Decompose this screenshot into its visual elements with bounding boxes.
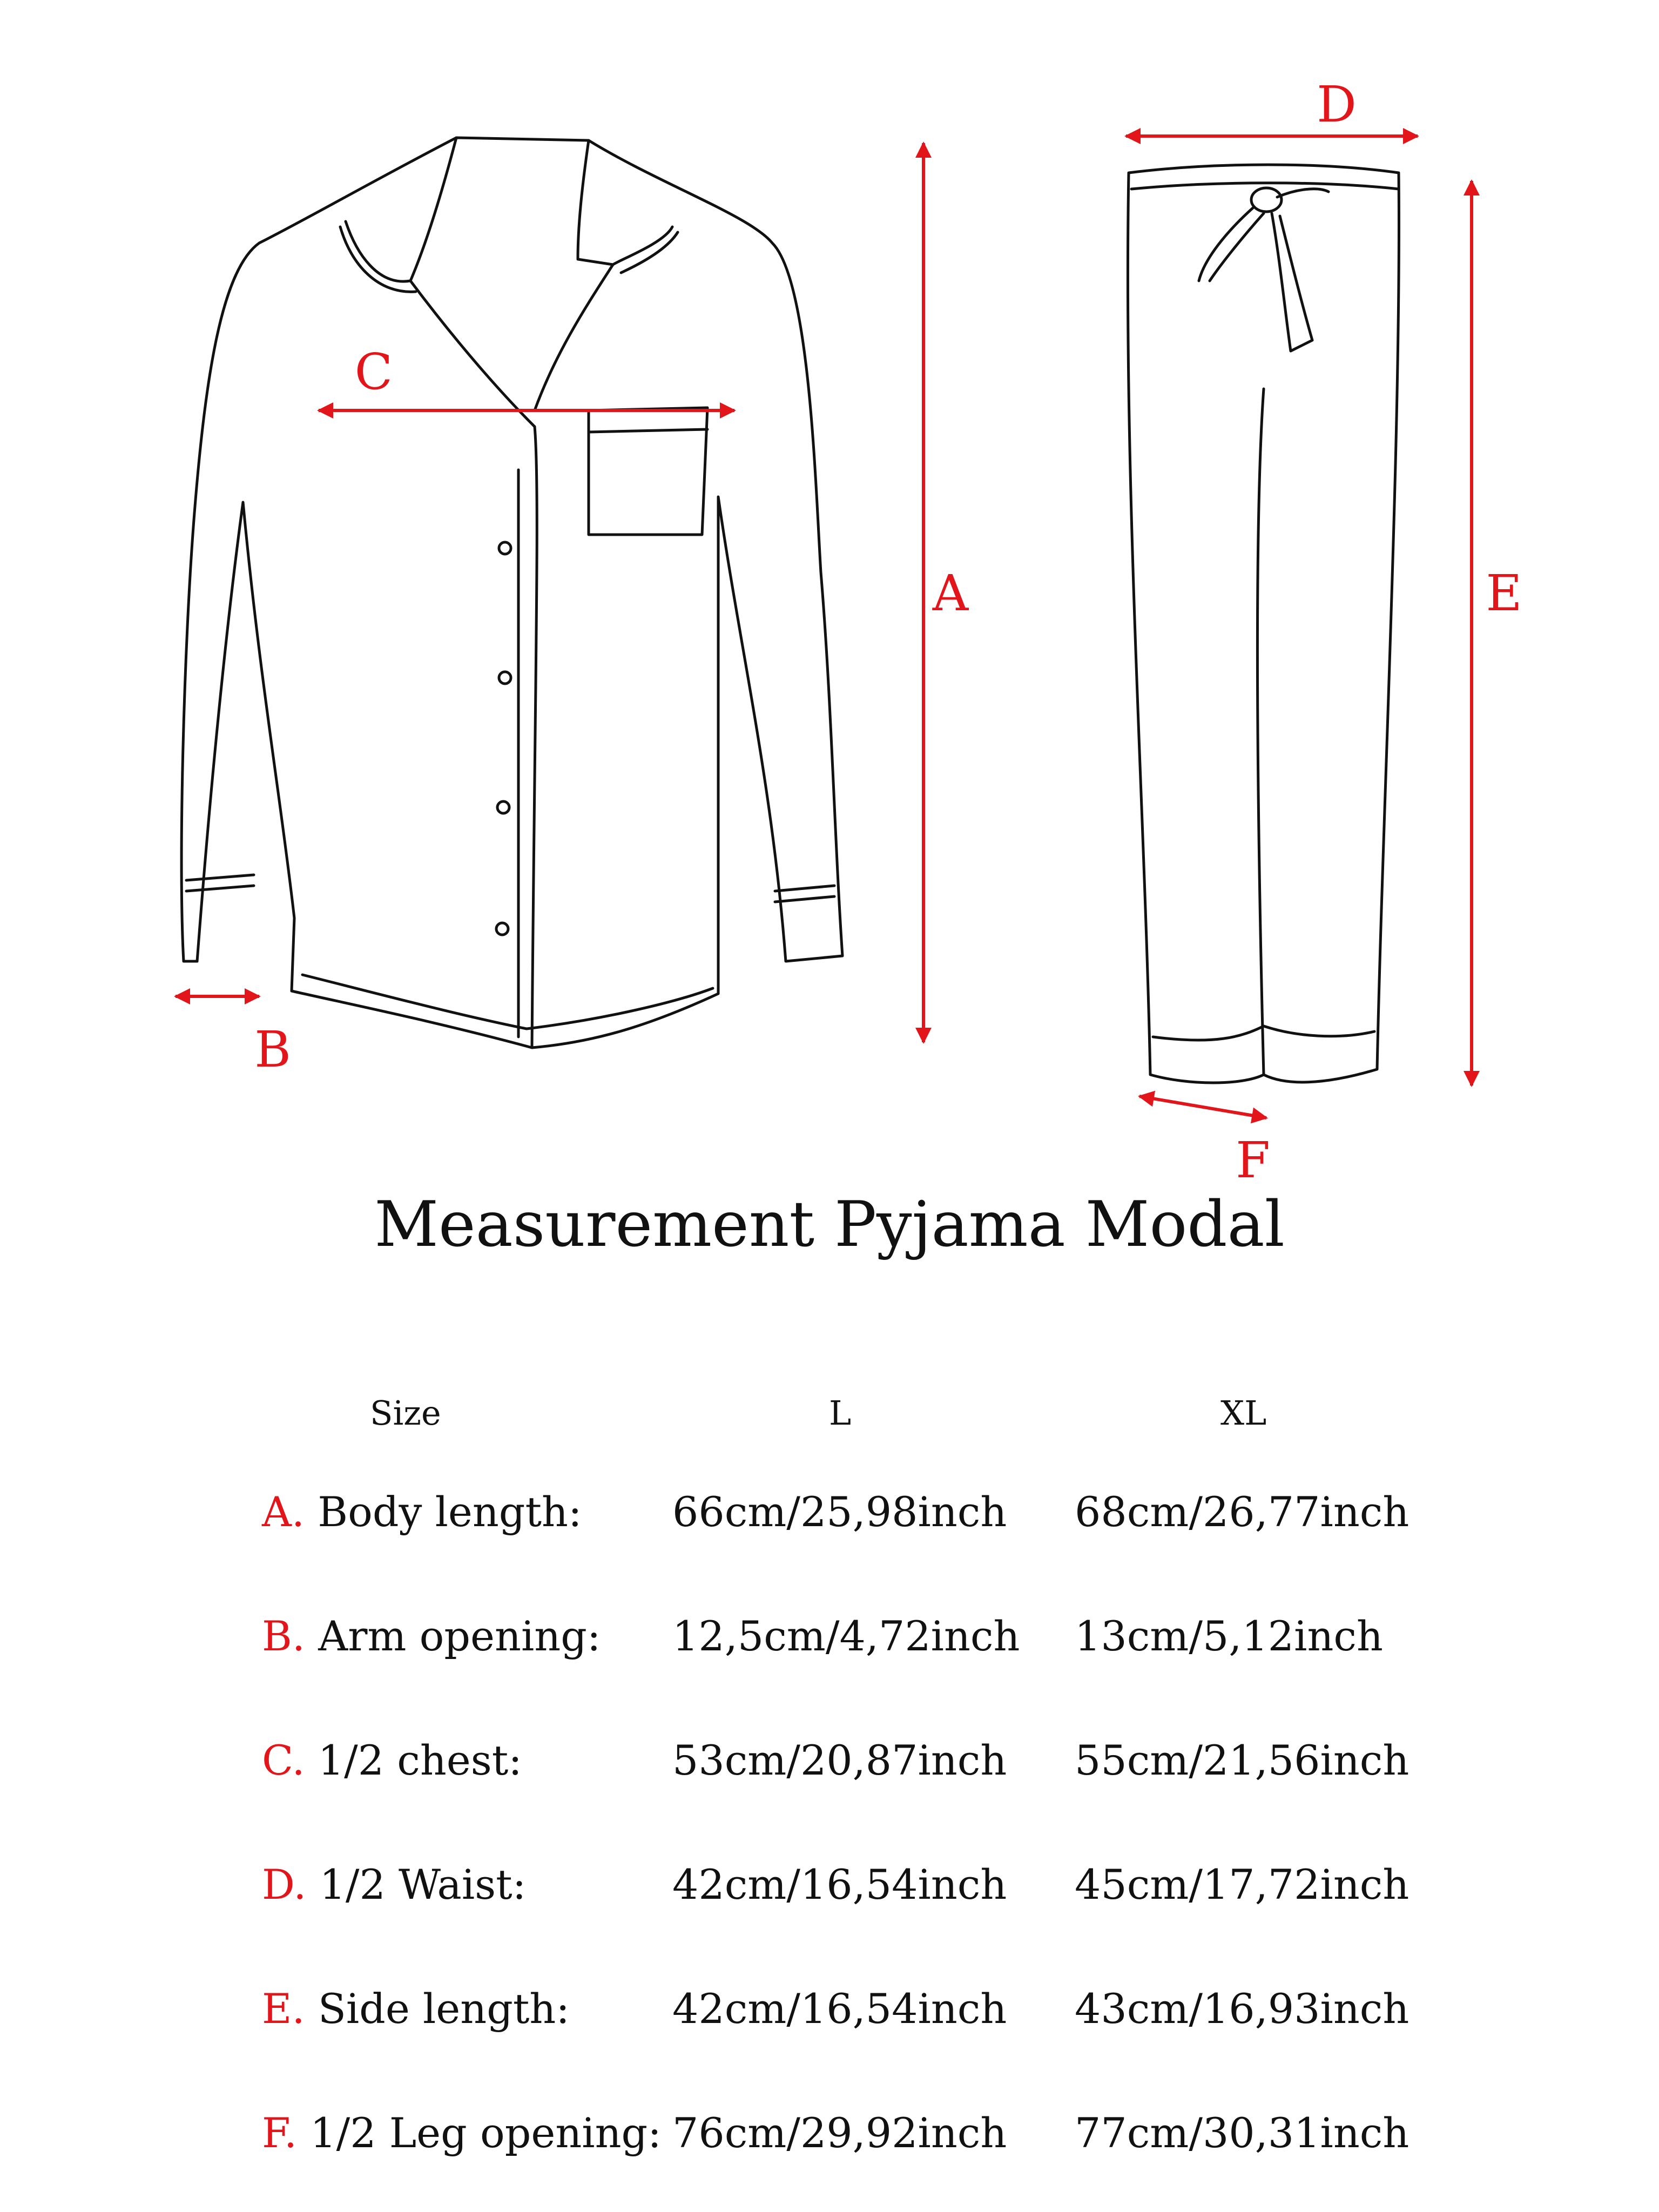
table-row (0, 1736, 1659, 1790)
value-l: 53cm/20,87inch (672, 1736, 1007, 1784)
label-c: C (354, 343, 393, 401)
row-label: 1/2 Leg opening: (310, 2109, 662, 2157)
value-l: 42cm/16,54inch (672, 1985, 1007, 2033)
label-d: D (1317, 76, 1357, 133)
table-row (0, 1612, 1659, 1666)
table-row (0, 1985, 1659, 2039)
row-label: Body length: (318, 1488, 582, 1536)
value-xl: 13cm/5,12inch (1075, 1612, 1383, 1660)
shirt-illustration (181, 138, 842, 1048)
label-e: E (1486, 564, 1522, 622)
row-label: Arm opening: (318, 1612, 601, 1660)
row-letter: E. (262, 1985, 305, 2033)
label-a: A (932, 564, 969, 622)
page-title: Measurement Pyjama Modal (374, 1188, 1285, 1261)
row-letter: B. (262, 1612, 306, 1660)
value-xl: 68cm/26,77inch (1075, 1488, 1410, 1536)
header-l: L (829, 1393, 852, 1433)
value-xl: 45cm/17,72inch (1075, 1860, 1410, 1908)
row-label: Side length: (318, 1985, 570, 2033)
label-b: B (254, 1021, 291, 1078)
label-f: F (1236, 1131, 1270, 1188)
value-xl: 43cm/16,93inch (1075, 1985, 1410, 2033)
row-label: 1/2 Waist: (319, 1860, 527, 1908)
table-row (0, 2109, 1659, 2163)
row-letter: D. (262, 1860, 307, 1908)
value-l: 76cm/29,92inch (672, 2109, 1007, 2157)
row-label: 1/2 chest: (318, 1736, 522, 1784)
row-letter: A. (262, 1488, 305, 1536)
value-xl: 55cm/21,56inch (1075, 1736, 1410, 1784)
table-row (0, 1860, 1659, 1914)
table-row (0, 1488, 1659, 1542)
value-l: 42cm/16,54inch (672, 1860, 1007, 1908)
row-letter: C. (262, 1736, 305, 1784)
value-l: 12,5cm/4,72inch (672, 1612, 1020, 1660)
dimension-arrows (176, 136, 1472, 1118)
value-l: 66cm/25,98inch (672, 1488, 1007, 1536)
header-xl: XL (1220, 1393, 1267, 1433)
header-size: Size (370, 1393, 441, 1433)
value-xl: 77cm/30,31inch (1075, 2109, 1410, 2157)
trousers-illustration (1128, 165, 1399, 1083)
row-letter: F. (262, 2109, 298, 2157)
